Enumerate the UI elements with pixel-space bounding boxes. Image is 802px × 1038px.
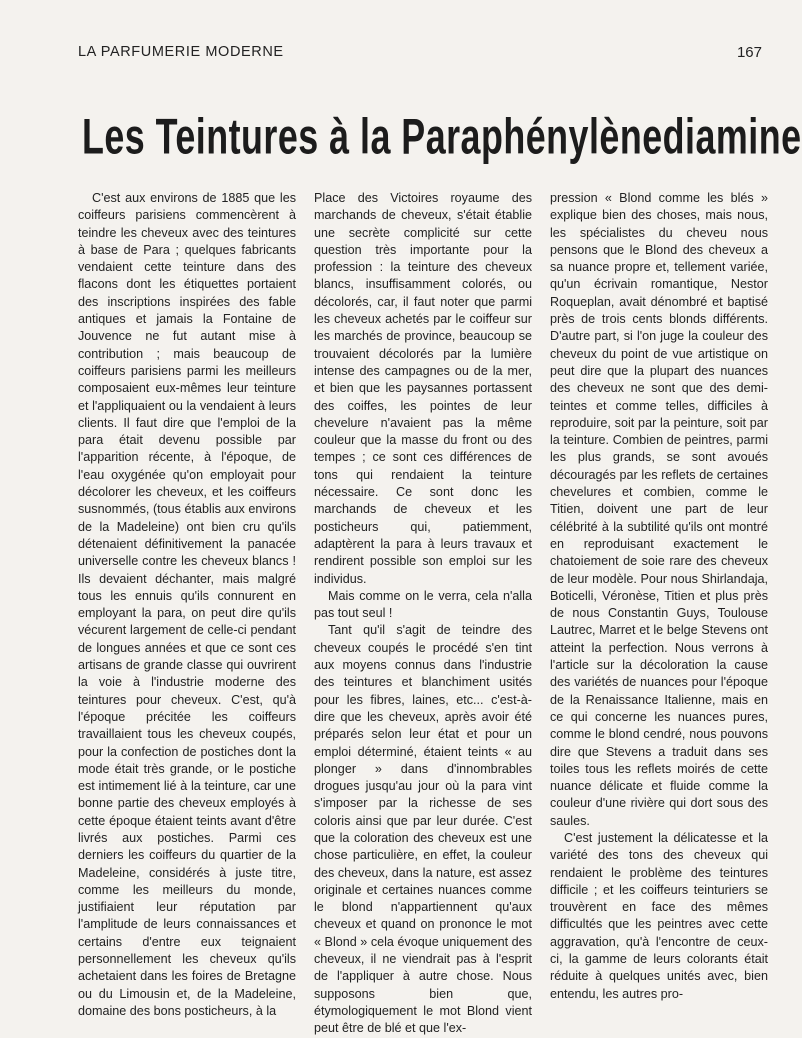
paragraph: pression « Blond comme les blés » explique bien des choses, mais nous, les spécialistes du cheveu nous pensons que le Blond des cheveux a sa nuance propre et, tellement variée, qu'un écrivain romantique, Nestor Roqueplan, avait dénombré et baptisé près de trois cents blonds différents. D'autre part, si l'on juge la couleur des cheveux du point de vue artistique on peut dire que la plupart des nuances des cheveux ne sont que des demi-teintes et comme telles, difficiles à reproduire, soit par la peinture, soit par la teinture. Combien de peintres, parmi les plus grands, se sont avoués découragés par les reflets de certaines chevelures et combien, comme le Titien, doivent une part de leur célébrité à la subtilité qu'ils ont montré en reproduisant exactement le chatoiement de soie rare des cheveux de leur modèle. Pour nous Shirlandaja, Boticelli, Véronèse, Titien et plus près de nous Constantin Guys, Toulouse Lautrec, Marret et le belge Stevens ont atteint la perfection. Nous verrons à l'article sur la décoloration la cause des variétés de nuances pour l'époque de la Renaissance Italienne, mais en ce qui concerne les nuances pures, comme le blond cendré, nous pouvons dire que Stevens a traduit dans ses toiles tous les reflets moirés de cette nuance délicate et fluide comme la couleur d'une rivière qui dort sous des saules. bbox=[550, 191, 768, 828]
page-number: 167 bbox=[736, 44, 762, 61]
article-body bbox=[78, 190, 768, 1036]
text-column-1 bbox=[78, 190, 296, 1018]
paragraph: C'est justement la délicatesse et la variété des tons des cheveux qui rendaient le problème des teintures difficile ; et les coiffeurs teinturiers se trouvèrent en face des mêmes difficultés que les peintres avec cette aggravation, qu'à l'encontre de ceux-ci, la gamme de leurs colorants était réduite à quelques unités avec, bien entendu, les autres pro- bbox=[550, 830, 768, 1001]
paragraph: Place des Victoires royaume des marchands de cheveux, s'était établie une secrète complicité sur cette question très importante pour la profession : la teinture des cheveux blancs, insuffisamment colorés, ou décolorés, car, il faut noter que parmi les cheveux achetés par le coiffeur sur les marchés de province, beaucoup se trouvaient décolorés par la lumière intense des campagnes ou de la mer, et bien que les paysannes portassent des coiffes, les pointes de leur chevelure n'avaient pas la même couleur que la masse du front ou des tempes ; ce sont ces différences de tons qui rendaient la teinture nécessaire. Ce sont donc les marchands de cheveux et les posticheurs qui, patiemment, adaptèrent la para à leurs travaux et rendirent possible son emploi sur les individus. bbox=[314, 191, 532, 586]
text-column-2 bbox=[314, 190, 532, 1036]
running-head: LA PARFUMERIE MODERNE bbox=[78, 44, 284, 60]
article-title: Les Teintures à la Paraphénylènediamine bbox=[82, 108, 802, 165]
paragraph: Mais comme on le verra, cela n'alla pas tout seul ! bbox=[314, 588, 532, 621]
text-column-3 bbox=[550, 190, 768, 1001]
paragraph: C'est aux environs de 1885 que les coiffeurs parisiens commencèrent à teindre les cheveux avec des teintures à base de Para ; quelques fabricants vendaient cette teinture dans des flacons dont les étiquettes portaient des inscriptions inspirées des fable antiques et jamais la Fontaine de Jouvence ne fut autant mise à contribution ; mais beaucoup de coiffeurs parisiens parmi les meilleurs composaient eux-mêmes leur teinture et l'appliquaient ou la vendaient à leurs clients. Il faut dire que l'emploi de la para était devenu possible par l'apparition récente, à l'époque, de l'eau oxygénée qu'on employait pour décolorer les cheveux, et les coiffeurs susnommés, (tous établis aux environs de la Madeleine) ont bien cru qu'ils détenaient définitivement la panacée universelle contre les cheveux blancs ! Ils devaient déchanter, mais malgré tous les ennuis qu'ils connurent en employant la para, on peut dire qu'ils vécurent largement de celle-ci pendant de longues années et que ce sont ces artisans de grande classe qui ouvrirent la voie à l'industrie moderne des teintures pour cheveux. C'est, qu'à l'époque précitée les coiffeurs travaillaient tous les cheveux coupés, pour la confection de postiches dont la mode était très grande, or le postiche est intimement lié à la teinture, car une bonne partie des cheveux employés à cette époque étaient teints avant d'être livrés aux postiches. Parmi ces derniers les coiffeurs du quartier de la Madeleine, considérés à juste titre, comme les meilleurs du monde, justifiaient leur réputation par l'amplitude de leurs connaissances et certains d'entre eux teignaient personnellement les cheveux qu'ils achetaient dans les foires de Bretagne ou du Limousin et, de la Madeleine, domaine des bons posticheurs, à la bbox=[78, 191, 296, 1018]
paragraph: Tant qu'il s'agit de teindre des cheveux coupés le procédé s'en tint aux moyens connus dans l'industrie des teintures et blanchiment usités pour les fibres, laines, etc... c'est-à-dire que les cheveux, après avoir été préparés selon leur état et pour un emploi déterminé, étaient teints « au plonger » dans d'innombrables drogues jusqu'au jour où la para vint s'imposer par la richesse de ses coloris ainsi que par leur durée. C'est que la coloration des cheveux est une chose particulière, en effet, la couleur des cheveux, dans la nature, est assez originale et certaines nuances comme le blond n'appartiennent qu'aux cheveux et quand on prononce le mot « Blond » cela évoque uniquement des cheveux, il ne viendrait pas à l'esprit de l'appliquer à autre chose. Nous supposons bien que, étymologiquement le mot Blond vient peut être de blé et que l'ex- bbox=[314, 623, 532, 1036]
